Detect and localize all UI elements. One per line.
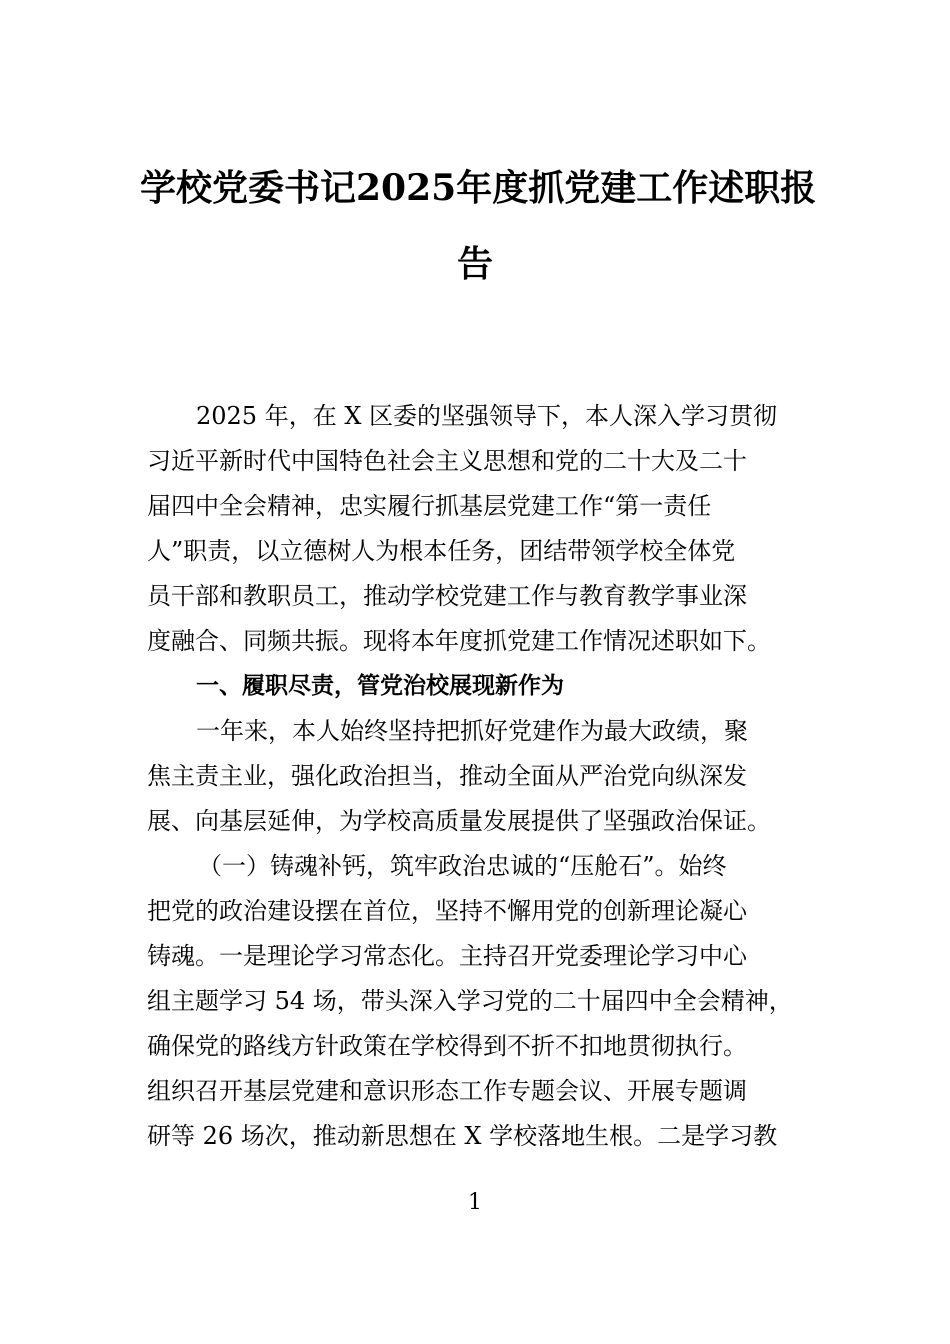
document-title-line-1: 学校党委书记2025年度抓党建工作述职报: [140, 167, 817, 209]
body-line-5: 员干部和教职员工，推动学校党建工作与教育教学事业深: [147, 582, 747, 610]
body-line-14: 组主题学习 54 场，带头深入学习党的二十届四中全会精神，: [147, 987, 793, 1015]
body-line-8: 一年来，本人始终坚持把抓好党建作为最大政绩，聚: [196, 717, 748, 745]
body-line-1: 2025 年，在 X 区委的坚强领导下，本人深入学习贯彻: [196, 402, 778, 430]
body-line-4: 人”职责，以立德树人为根本任务，团结带领学校全体党: [147, 537, 736, 565]
body-line-6: 度融合、同频共振。现将本年度抓党建工作情况述职如下。: [147, 627, 771, 655]
body-line-12: 把党的政治建设摆在首位，坚持不懈用党的创新理论凝心: [147, 897, 747, 925]
body-line-2: 习近平新时代中国特色社会主义思想和党的二十大及二十: [147, 447, 747, 475]
section-heading-1: 一、履职尽责，管党治校展现新作为: [196, 673, 564, 699]
body-line-16: 组织召开基层党建和意识形态工作专题会议、开展专题调: [147, 1077, 747, 1105]
body-line-3: 届四中全会精神，忠实履行抓基层党建工作“第一责任: [147, 492, 712, 520]
body-line-13: 铸魂。一是理论学习常态化。主持召开党委理论学习中心: [147, 942, 747, 970]
body-line-10: 展、向基层延伸，为学校高质量发展提供了坚强政治保证。: [147, 807, 771, 835]
body-line-15: 确保党的路线方针政策在学校得到不折不扣地贯彻执行。: [147, 1032, 747, 1060]
page-number: 1: [468, 1190, 482, 1215]
subsection-heading-1: （一）铸魂补钙，筑牢政治忠诚的“压舱石”。始终: [198, 852, 727, 880]
body-line-17: 研等 26 场次，推动新思想在 X 学校落地生根。二是学习教: [147, 1122, 778, 1150]
document-title-line-2: 告: [456, 243, 493, 285]
body-line-9: 焦主责主业，强化政治担当，推动全面从严治党向纵深发: [147, 762, 747, 790]
